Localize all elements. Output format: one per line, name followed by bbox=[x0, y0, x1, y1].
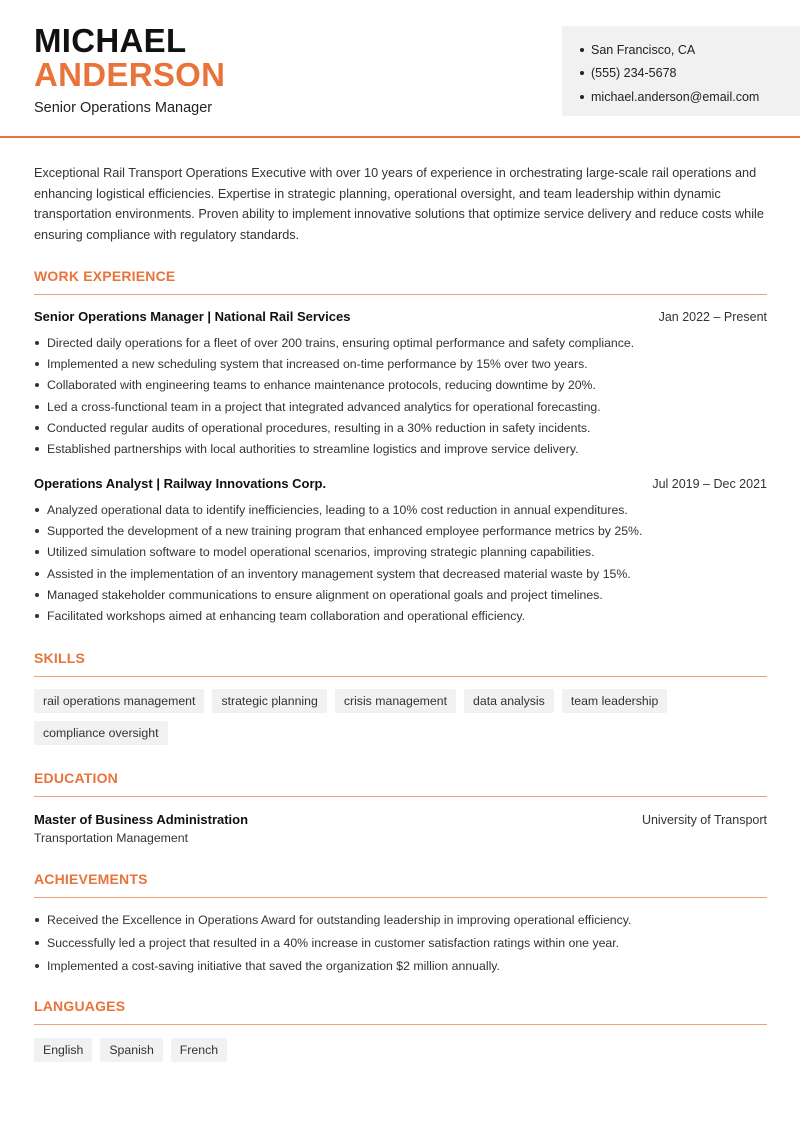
language-chip: English bbox=[34, 1038, 92, 1062]
job-title: Senior Operations Manager bbox=[34, 100, 213, 116]
bullet-text: Directed daily operations for a fleet of over 200 trains, ensuring optimal performance and safety compliance. bbox=[47, 335, 635, 350]
job-bullet-list bbox=[34, 332, 774, 460]
section-divider bbox=[34, 1024, 767, 1025]
bullet-icon bbox=[35, 383, 39, 387]
language-chip: Spanish bbox=[100, 1038, 162, 1062]
school-name: University of Transport bbox=[641, 813, 767, 827]
education-header bbox=[34, 812, 767, 827]
skill-chip: rail operations management bbox=[34, 689, 204, 713]
skill-chip: data analysis bbox=[464, 689, 554, 713]
skills-heading: SKILLS bbox=[34, 650, 85, 666]
contact-list bbox=[562, 26, 800, 109]
bullet-text: Facilitated workshops aimed at enhancing team collaboration and operational efficiency. bbox=[47, 609, 526, 624]
bullet-icon bbox=[580, 48, 584, 52]
bullet-icon bbox=[35, 941, 39, 945]
list-item bbox=[34, 542, 774, 563]
bullet-icon bbox=[35, 572, 39, 576]
education-heading: EDUCATION bbox=[34, 770, 118, 786]
list-item bbox=[34, 563, 774, 584]
bullet-text: Utilized simulation software to model operational scenarios, improving strategic planning capabilities. bbox=[47, 545, 595, 560]
bullet-text: Managed stakeholder communications to ensure alignment on operational goals and project timelines. bbox=[47, 587, 603, 602]
list-item bbox=[34, 932, 774, 955]
list-item bbox=[34, 499, 774, 520]
list-item bbox=[34, 438, 774, 459]
job-dates: Jan 2022 – Present bbox=[658, 310, 767, 324]
degree-title: Master of Business Administration bbox=[34, 812, 249, 827]
job-role: Senior Operations Manager | National Rail Services bbox=[34, 309, 351, 324]
bullet-text: Implemented a cost-saving initiative that saved the organization $2 million annually. bbox=[47, 958, 500, 973]
languages-heading: LANGUAGES bbox=[34, 998, 126, 1014]
bullet-text: Collaborated with engineering teams to enhance maintenance protocols, reducing downtime by 20%. bbox=[47, 378, 596, 393]
list-item bbox=[34, 584, 774, 605]
bullet-text: Assisted in the implementation of an inventory management system that decreased material waste by 15%. bbox=[47, 566, 631, 581]
bullet-text: Successfully led a project that resulted in a 40% increase in customer satisfaction ratings within one year. bbox=[47, 936, 620, 951]
list-item bbox=[34, 954, 774, 977]
bullet-text: Led a cross-functional team in a project that integrated advanced analytics for operational forecasting. bbox=[47, 399, 601, 414]
language-chip: French bbox=[171, 1038, 227, 1062]
resume-header bbox=[0, 0, 800, 138]
contact-location bbox=[580, 38, 800, 62]
job-header bbox=[34, 476, 767, 491]
achievements-list bbox=[34, 909, 774, 977]
languages-chip-list bbox=[34, 1038, 774, 1070]
bullet-icon bbox=[35, 529, 39, 533]
bullet-icon bbox=[35, 362, 39, 366]
bullet-text: Implemented a new scheduling system that increased on-time performance by 15% over two years. bbox=[47, 356, 588, 371]
bullet-icon bbox=[35, 964, 39, 968]
bullet-icon bbox=[35, 918, 39, 922]
section-divider bbox=[34, 294, 767, 295]
skill-chip: team leadership bbox=[562, 689, 668, 713]
bullet-text: Analyzed operational data to identify inefficiencies, leading to a 10% cost reduction in annual expenditures. bbox=[47, 502, 628, 517]
list-item bbox=[34, 417, 774, 438]
contact-box bbox=[562, 26, 800, 116]
skill-chip: strategic planning bbox=[212, 689, 326, 713]
list-item bbox=[34, 909, 774, 932]
location-text: San Francisco, CA bbox=[591, 42, 696, 57]
contact-email bbox=[580, 85, 800, 109]
skill-chip: compliance oversight bbox=[34, 721, 168, 745]
field-of-study: Transportation Management bbox=[34, 831, 189, 845]
bullet-text: Established partnerships with local authorities to streamline logistics and improve service delivery. bbox=[47, 442, 579, 457]
section-divider bbox=[34, 897, 767, 898]
bullet-icon bbox=[35, 614, 39, 618]
list-item bbox=[34, 353, 774, 374]
bullet-icon bbox=[580, 95, 584, 99]
job-role: Operations Analyst | Railway Innovations Corp. bbox=[34, 476, 327, 491]
list-item bbox=[34, 396, 774, 417]
list-item bbox=[34, 375, 774, 396]
section-divider bbox=[34, 796, 767, 797]
job-dates: Jul 2019 – Dec 2021 bbox=[652, 477, 767, 491]
bullet-icon bbox=[35, 593, 39, 597]
list-item bbox=[34, 605, 774, 626]
bullet-icon bbox=[35, 426, 39, 430]
contact-phone bbox=[580, 62, 800, 86]
bullet-text: Supported the development of a new training program that enhanced employee performance metrics by 25%. bbox=[47, 523, 643, 538]
bullet-text: Conducted regular audits of operational procedures, resulting in a 30% reduction in safety incidents. bbox=[47, 420, 591, 435]
bullet-icon bbox=[580, 71, 584, 75]
bullet-icon bbox=[35, 447, 39, 451]
list-item bbox=[34, 332, 774, 353]
job-bullet-list bbox=[34, 499, 774, 627]
first-name: MICHAEL bbox=[34, 22, 187, 59]
bullet-icon bbox=[35, 341, 39, 345]
bullet-text: Received the Excellence in Operations Award for outstanding leadership in improving operational efficiency. bbox=[47, 913, 632, 928]
email-link[interactable]: michael.anderson@email.com bbox=[591, 89, 760, 104]
job-header bbox=[34, 309, 767, 324]
bullet-icon bbox=[35, 405, 39, 409]
achievements-heading: ACHIEVEMENTS bbox=[34, 871, 148, 887]
bullet-icon bbox=[35, 550, 39, 554]
skills-chip-list bbox=[34, 689, 774, 753]
profile-summary: Exceptional Rail Transport Operations Executive with over 10 years of experience in orchestrating large-scale rail operations and enhancing logistical efficiencies. Expertise in strategic planning, operational oversight, and team leadership within dynamic transportation environments. Proven ability to implement innovative solutions that optimize service delivery and reduce costs while ensuring compliance with regulatory standards. bbox=[34, 166, 764, 243]
work-experience-heading: WORK EXPERIENCE bbox=[34, 268, 176, 284]
phone-text: (555) 234-5678 bbox=[591, 66, 677, 81]
list-item bbox=[34, 520, 774, 541]
bullet-icon bbox=[35, 508, 39, 512]
last-name: ANDERSON bbox=[34, 56, 226, 93]
section-divider bbox=[34, 676, 767, 677]
skill-chip: crisis management bbox=[335, 689, 456, 713]
